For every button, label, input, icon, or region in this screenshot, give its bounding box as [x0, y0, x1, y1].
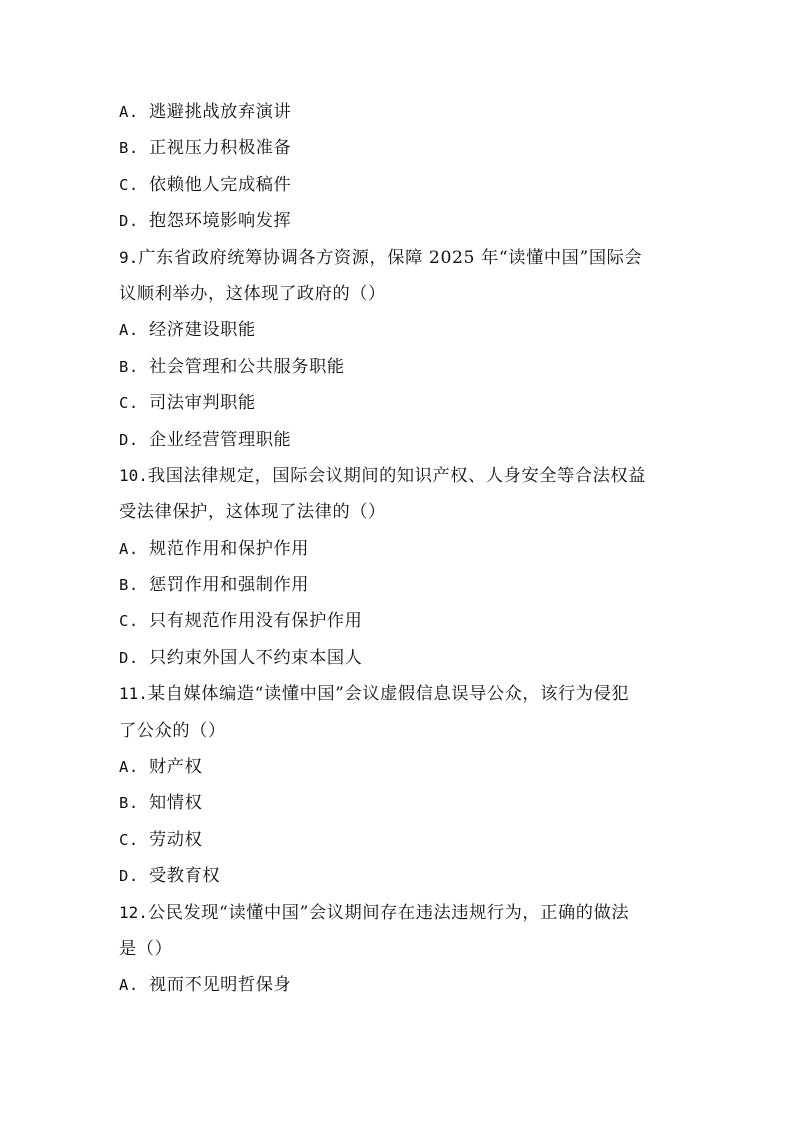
option-text: 社会管理和公共服务职能	[149, 356, 345, 377]
option-letter: C.	[119, 612, 139, 631]
question-number: 12.	[119, 902, 148, 922]
option-text: 经济建设职能	[149, 320, 256, 341]
answer-option	[119, 349, 679, 385]
answer-option	[119, 967, 679, 1003]
answer-option	[119, 167, 679, 203]
option-letter: A.	[119, 539, 139, 558]
option-letter: A.	[119, 976, 139, 995]
question-number: 10.	[119, 465, 148, 485]
option-text: 司法审判职能	[149, 393, 256, 414]
option-text: 财产权	[149, 757, 203, 778]
answer-option	[119, 858, 679, 894]
question-text: 受法律保护，这体现了法律的（）	[119, 502, 386, 523]
question-text: 了公众的（）	[119, 720, 226, 741]
option-text: 受教育权	[149, 866, 221, 887]
answer-option	[119, 822, 679, 858]
answer-option	[119, 640, 679, 676]
option-letter: A.	[119, 758, 139, 777]
question-stem-continued	[119, 713, 679, 749]
option-text: 正视压力积极准备	[149, 138, 292, 159]
answer-option	[119, 567, 679, 603]
option-letter: D.	[119, 648, 139, 667]
question-stem	[119, 895, 679, 931]
question-text: 议顺利举办，这体现了政府的（）	[119, 283, 386, 304]
option-letter: A.	[119, 321, 139, 340]
option-text: 抱怨环境影响发挥	[149, 211, 292, 232]
option-letter: B.	[119, 139, 139, 158]
question-stem-continued	[119, 494, 679, 530]
option-letter: C.	[119, 830, 139, 849]
option-letter: A.	[119, 103, 139, 121]
question-text: 公民发现“读懂中国”会议期间存在违法违规行为，正确的做法	[147, 902, 630, 923]
option-text: 只约束外国人不约束本国人	[149, 647, 363, 668]
option-letter: B.	[119, 794, 139, 813]
question-stem-continued	[119, 931, 679, 967]
question-stem	[119, 676, 679, 712]
answer-option	[119, 385, 679, 421]
answer-option	[119, 203, 679, 239]
question-text: 我国法律规定，国际会议期间的知识产权、人身安全等合法权益	[147, 465, 646, 486]
answer-option	[119, 785, 679, 821]
question-number: 9.	[119, 247, 139, 267]
option-letter: D.	[119, 867, 139, 886]
question-text: 是（）	[119, 938, 173, 959]
option-text: 逃避挑战放弃演讲	[149, 102, 292, 122]
option-letter: B.	[119, 357, 139, 376]
option-letter: D.	[119, 212, 139, 231]
answer-option	[119, 130, 679, 166]
answer-option	[119, 531, 679, 567]
answer-option	[119, 422, 679, 458]
option-text: 规范作用和保护作用	[149, 538, 310, 559]
option-text: 只有规范作用没有保护作用	[149, 611, 363, 632]
option-text: 视而不见明哲保身	[149, 975, 292, 996]
question-text: 某自媒体编造“读懂中国”会议虚假信息误导公众，该行为侵犯	[147, 684, 630, 705]
question-text: 广东省政府统筹协调各方资源，保障 2025 年“读懂中国”国际会	[138, 247, 643, 268]
option-letter: B.	[119, 576, 139, 595]
answer-option	[119, 749, 679, 785]
question-number: 11.	[119, 684, 148, 704]
answer-option	[119, 312, 679, 348]
question-list	[119, 94, 679, 1004]
answer-option	[119, 94, 679, 130]
option-text: 劳动权	[149, 829, 203, 850]
question-stem	[119, 240, 679, 276]
option-text: 惩罚作用和强制作用	[149, 575, 310, 596]
option-text: 知情权	[149, 793, 203, 814]
question-stem	[119, 458, 679, 494]
question-stem-continued	[119, 276, 679, 312]
answer-option	[119, 603, 679, 639]
option-letter: C.	[119, 394, 139, 413]
option-text: 依赖他人完成稿件	[149, 174, 292, 195]
option-letter: D.	[119, 430, 139, 449]
option-letter: C.	[119, 175, 139, 194]
option-text: 企业经营管理职能	[149, 429, 292, 450]
